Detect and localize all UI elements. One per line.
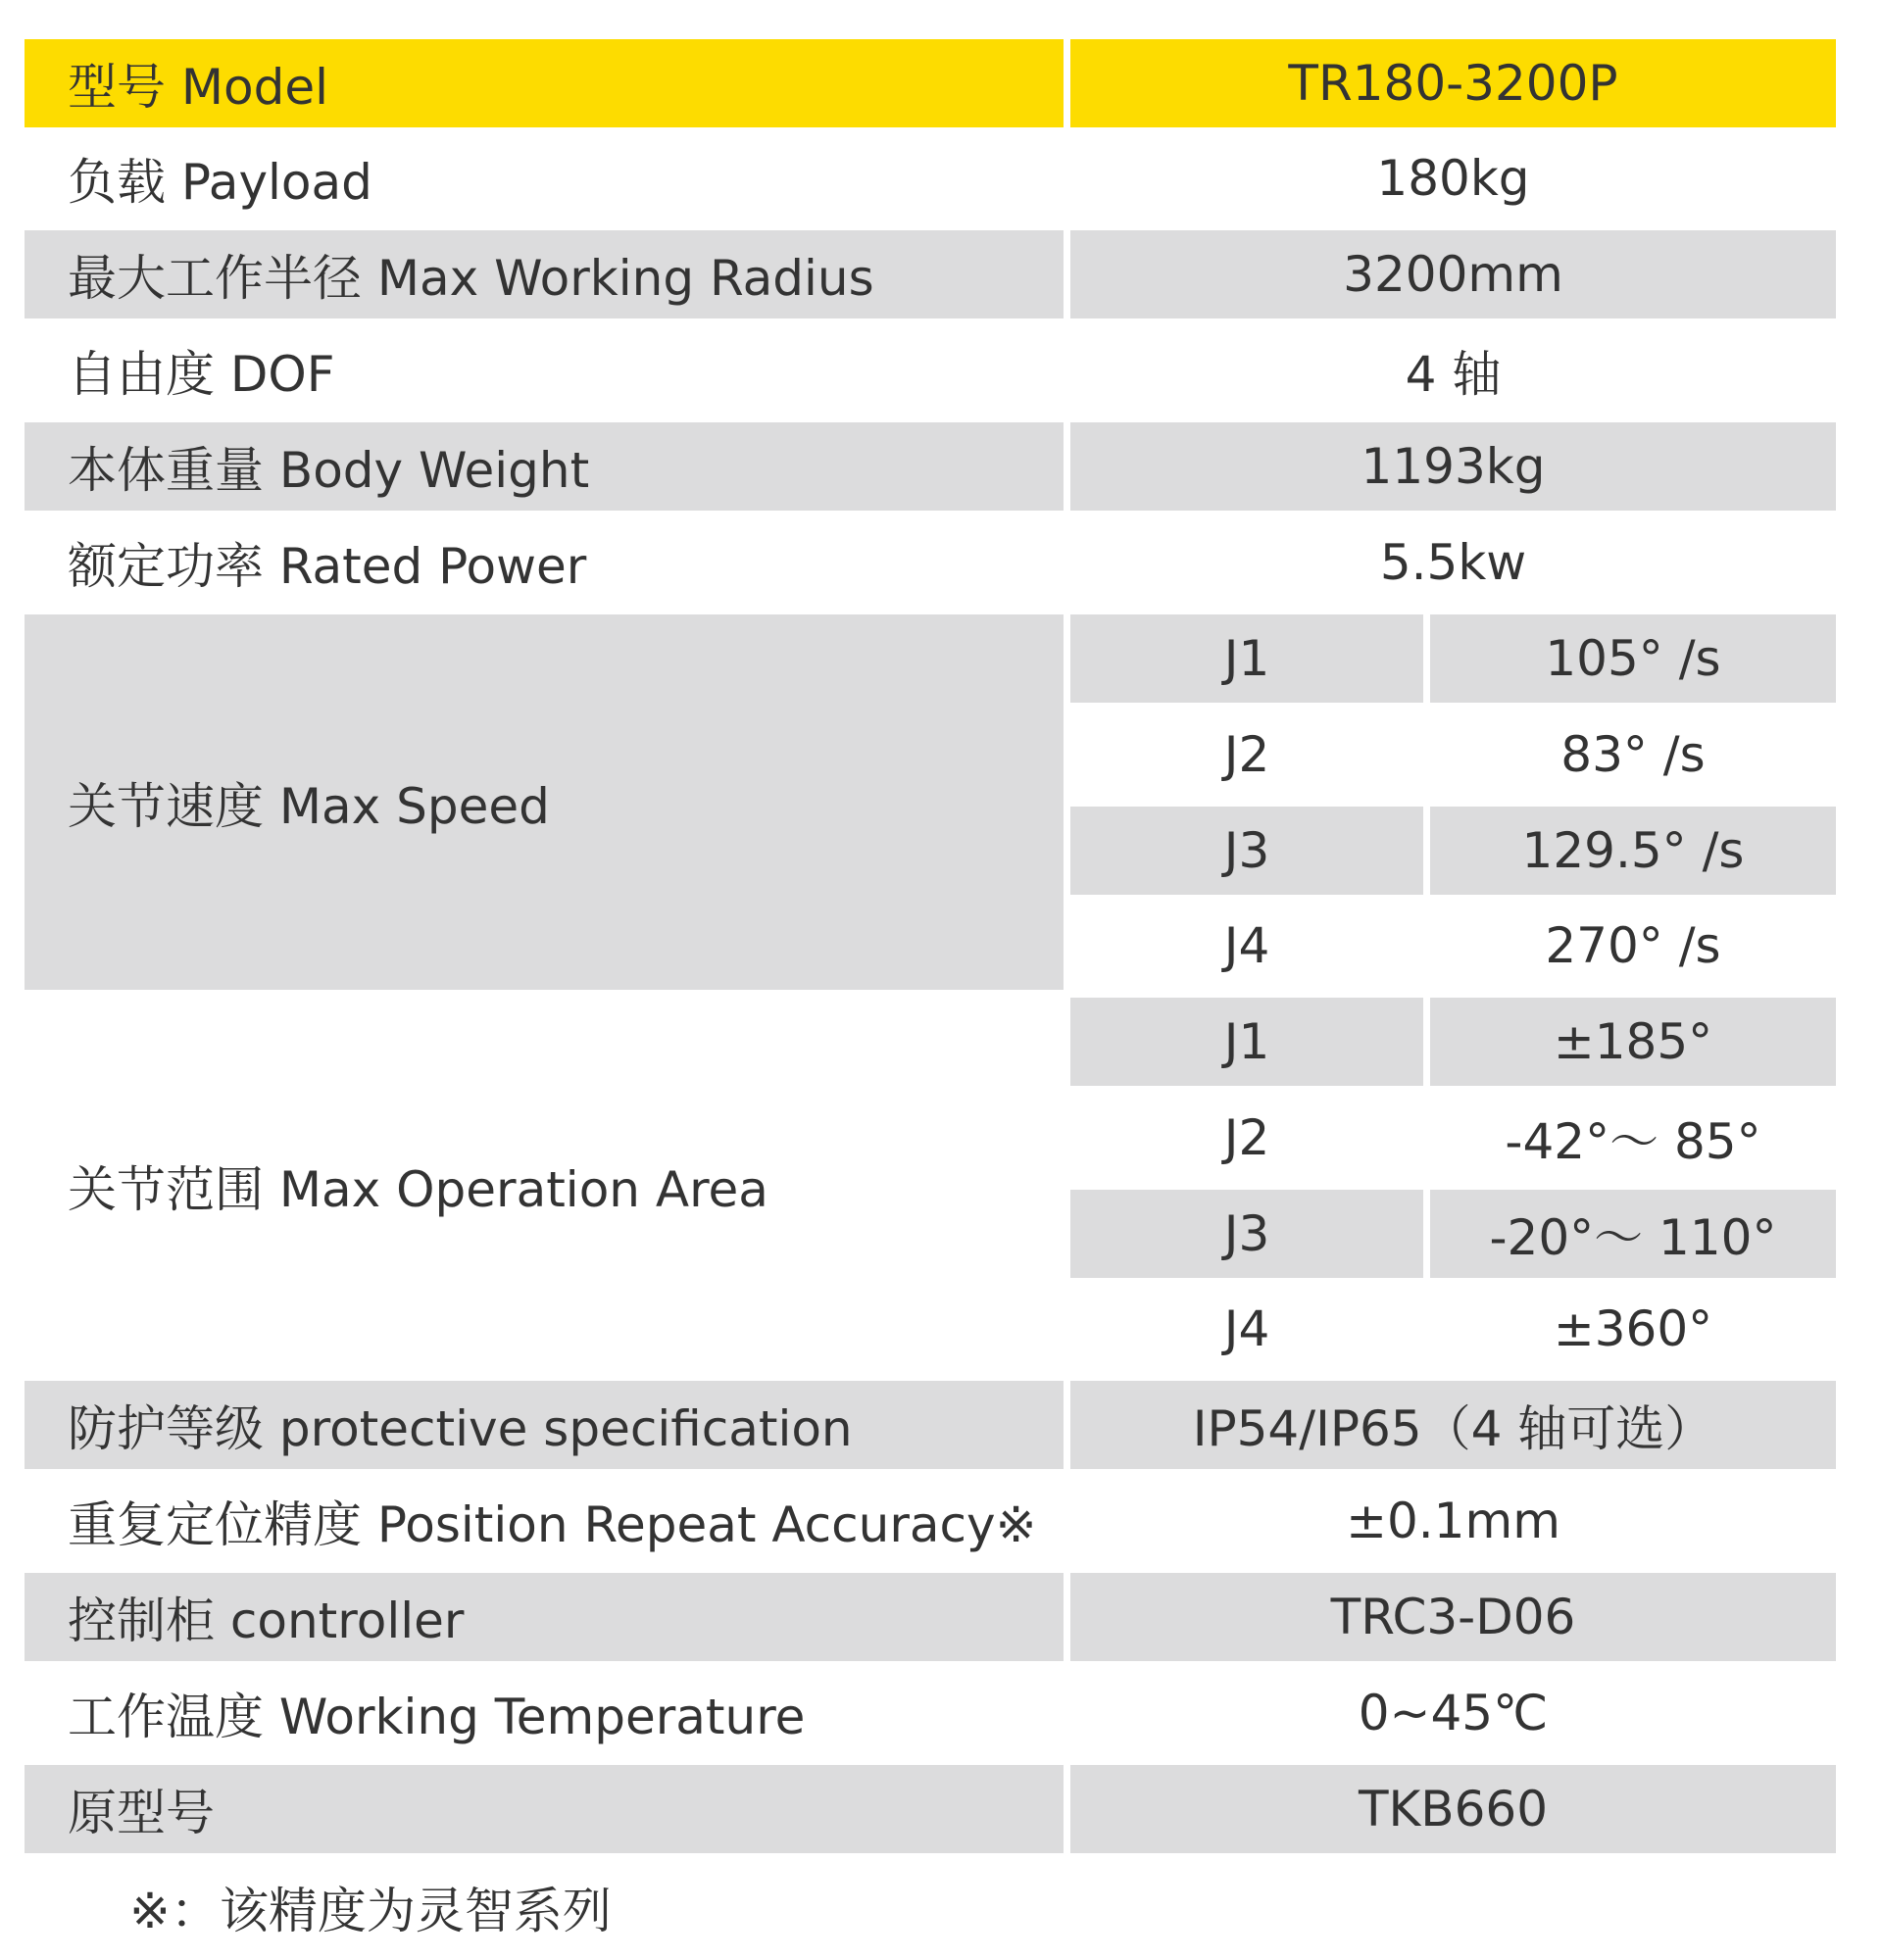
- speed-value-j4: 270° /s: [1430, 902, 1836, 990]
- row-accuracy-value: ±0.1mm: [1070, 1477, 1836, 1565]
- row-controller-label: 控制柜 controller: [25, 1573, 1064, 1661]
- row-radius-label: 最大工作半径 Max Working Radius: [25, 230, 1064, 318]
- row-payload-label: 负载 Payload: [25, 134, 1064, 222]
- max-area-label: 关节范围 Max Operation Area: [25, 998, 1064, 1373]
- area-value-j4: ±360°: [1430, 1285, 1836, 1373]
- row-body-weight-label: 本体重量 Body Weight: [25, 422, 1064, 511]
- speed-value-j1: 105° /s: [1430, 614, 1836, 703]
- row-protection-value: IP54/IP65（4 轴可选）: [1070, 1381, 1836, 1469]
- row-controller-value: TRC3-D06: [1070, 1573, 1836, 1661]
- row-accuracy-label: 重复定位精度 Position Repeat Accuracy※: [25, 1477, 1064, 1565]
- row-dof-label: 自由度 DOF: [25, 326, 1064, 415]
- area-value-j3: -20°～ 110°: [1430, 1190, 1836, 1278]
- area-value-j2: -42°～ 85°: [1430, 1094, 1836, 1182]
- row-rated-power-value: 5.5kw: [1070, 518, 1836, 607]
- area-joint-j1: J1: [1070, 998, 1423, 1086]
- area-value-j1: ±185°: [1430, 998, 1836, 1086]
- area-joint-j2: J2: [1070, 1094, 1423, 1182]
- row-dof-value: 4 轴: [1070, 326, 1836, 415]
- footnote: ※：该精度为灵智系列: [129, 1883, 612, 1939]
- row-radius-value: 3200mm: [1070, 230, 1836, 318]
- row-original-model-value: TKB660: [1070, 1765, 1836, 1853]
- speed-joint-j3: J3: [1070, 807, 1423, 895]
- max-speed-label: 关节速度 Max Speed: [25, 614, 1064, 990]
- row-original-model-label: 原型号: [25, 1765, 1064, 1853]
- header-label: 型号 Model: [25, 39, 1064, 127]
- speed-value-j3: 129.5° /s: [1430, 807, 1836, 895]
- row-rated-power-label: 额定功率 Rated Power: [25, 518, 1064, 607]
- row-temperature-value: 0~45℃: [1070, 1669, 1836, 1757]
- row-temperature-label: 工作温度 Working Temperature: [25, 1669, 1064, 1757]
- row-payload-value: 180kg: [1070, 134, 1836, 222]
- speed-joint-j2: J2: [1070, 710, 1423, 799]
- row-body-weight-value: 1193kg: [1070, 422, 1836, 511]
- header-value: TR180-3200P: [1070, 39, 1836, 127]
- speed-joint-j4: J4: [1070, 902, 1423, 990]
- area-joint-j4: J4: [1070, 1285, 1423, 1373]
- speed-value-j2: 83° /s: [1430, 710, 1836, 799]
- row-protection-label: 防护等级 protective specification: [25, 1381, 1064, 1469]
- area-joint-j3: J3: [1070, 1190, 1423, 1278]
- speed-joint-j1: J1: [1070, 614, 1423, 703]
